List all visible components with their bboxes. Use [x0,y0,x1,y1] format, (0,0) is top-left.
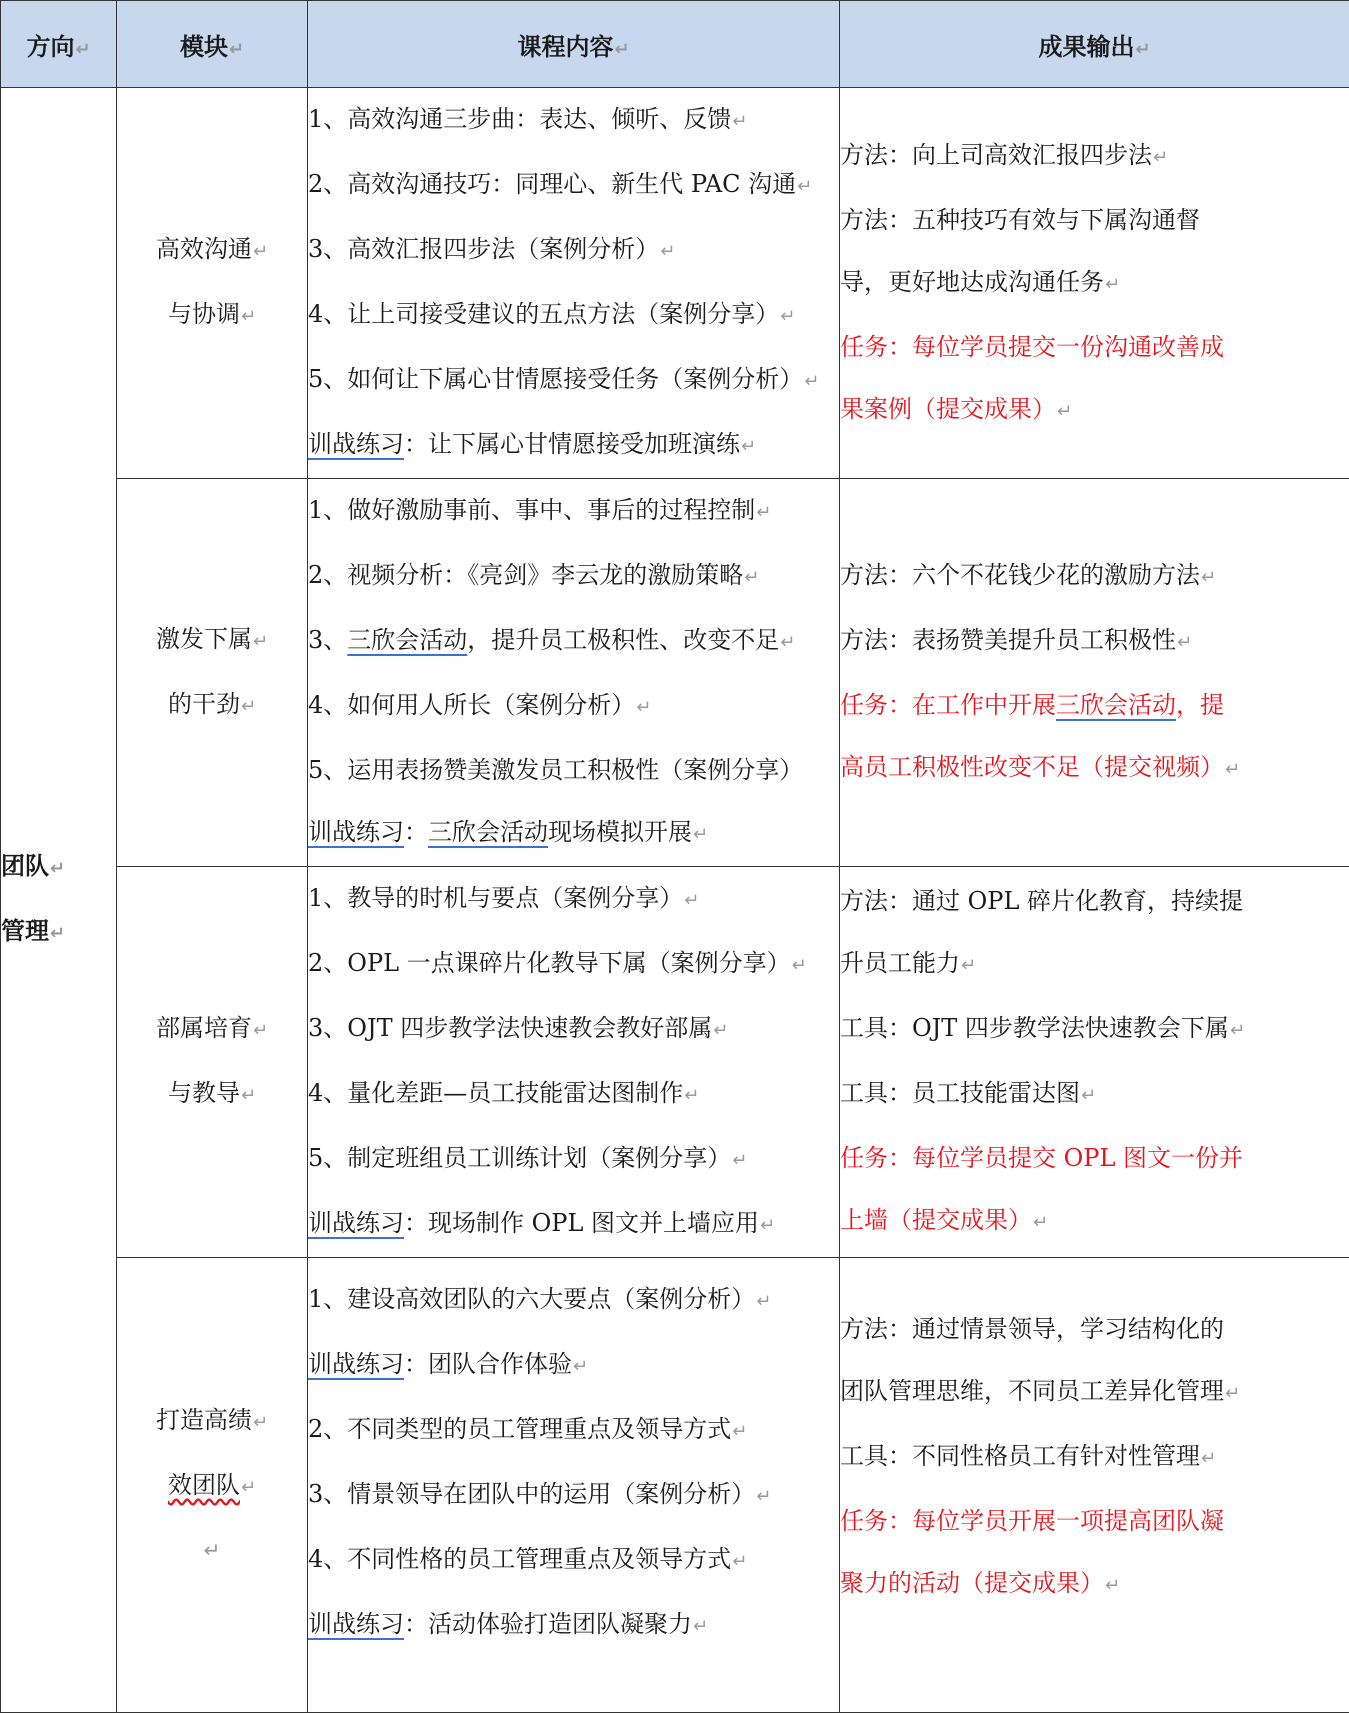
output-task: 任务：在工作中开展三欣会活动，提 [840,674,1349,736]
content-item: 3、情景领导在团队中的运用（案例分析）↵ [308,1463,839,1528]
output-task: 聚力的活动（提交成果）↵ [840,1552,1349,1617]
output-item: 方法：向上司高效汇报四步法↵ [840,124,1349,189]
output-item: 工具：OJT 四步教学法快速教会下属↵ [840,997,1349,1062]
table-row [1,1258,1349,1713]
output-item: 团队管理思维，不同员工差异化管理↵ [840,1360,1349,1425]
module-cell: 激发下属↵ 的干劲↵ [117,479,308,867]
module-cell: 打造高绩↵ 效团队↵ ↵ [117,1258,308,1713]
output-item: 方法：六个不花钱少花的激励方法↵ [840,544,1349,609]
header-direction: 方向↵ [1,1,117,88]
content-item: 4、不同性格的员工管理重点及领导方式↵ [308,1528,839,1593]
table-row [1,867,1349,1258]
output-item: 工具：员工技能雷达图↵ [840,1062,1349,1127]
practice-item: 训战练习：活动体验打造团队凝聚力↵ [308,1593,839,1658]
table-row [1,479,1349,867]
content-item: 5、制定班组员工训练计划（案例分享）↵ [308,1127,839,1192]
output-item: 导，更好地达成沟通任务↵ [840,251,1349,316]
content-item: 4、量化差距—员工技能雷达图制作↵ [308,1062,839,1127]
content-cell [308,479,840,867]
output-item: 方法：五种技巧有效与下属沟通督 [840,189,1349,251]
output-item: 方法：通过 OPL 碎片化教育，持续提 [840,870,1349,932]
practice-item: 训战练习：现场制作 OPL 图文并上墙应用↵ [308,1192,839,1257]
output-task: 任务：每位学员提交 OPL 图文一份并 [840,1127,1349,1189]
content-item: 2、OPL 一点课碎片化教导下属（案例分享）↵ [308,932,839,997]
header-content: 课程内容↵ [308,1,840,88]
content-item: 2、高效沟通技巧：同理心、新生代 PAC 沟通↵ [308,153,839,218]
output-item: 方法：表扬赞美提升员工积极性↵ [840,609,1349,674]
content-item: 3、三欣会活动，提升员工极积性、改变不足↵ [308,609,839,674]
content-item: 3、高效汇报四步法（案例分析）↵ [308,218,839,283]
content-item: 1、做好激励事前、事中、事后的过程控制↵ [308,479,839,544]
header-output: 成果输出↵ [840,1,1349,88]
output-task: 任务：每位学员提交一份沟通改善成 [840,316,1349,378]
header-row [1,1,1349,88]
module-cell: 高效沟通↵ 与协调↵ [117,88,308,479]
output-item: 工具：不同性格员工有针对性管理↵ [840,1425,1349,1490]
paragraph-mark: ↵ [117,1519,307,1581]
content-item: 5、如何让下属心甘情愿接受任务（案例分析）↵ [308,348,839,413]
direction-cell: 团队↵ 管理↵ [1,88,117,1713]
content-item: 3、OJT 四步教学法快速教会教好部属↵ [308,997,839,1062]
output-task: 上墙（提交成果）↵ [840,1189,1349,1254]
output-task: 高员工积极性改变不足（提交视频）↵ [840,736,1349,801]
content-item: 2、不同类型的员工管理重点及领导方式↵ [308,1398,839,1463]
output-task: 任务：每位学员开展一项提高团队凝 [840,1490,1349,1552]
output-cell [840,1258,1349,1713]
content-item: 2、视频分析：《亮剑》李云龙的激励策略↵ [308,544,839,609]
content-item: 1、教导的时机与要点（案例分享）↵ [308,867,839,932]
content-item: 4、如何用人所长（案例分析）↵ [308,674,839,739]
output-cell [840,867,1349,1258]
output-task: 果案例（提交成果）↵ [840,378,1349,443]
output-item: 升员工能力↵ [840,932,1349,997]
content-cell [308,867,840,1258]
content-cell [308,1258,840,1713]
practice-item: 训战练习：三欣会活动现场模拟开展↵ [308,801,839,866]
header-module: 模块↵ [117,1,308,88]
output-cell [840,479,1349,867]
practice-item: 训战练习：让下属心甘情愿接受加班演练↵ [308,413,839,478]
content-item: 5、运用表扬赞美激发员工积极性（案例分享） [308,739,839,801]
table-row [1,88,1349,479]
content-cell [308,88,840,479]
output-item: 方法：通过情景领导，学习结构化的 [840,1298,1349,1360]
module-cell: 部属培育↵ 与教导↵ [117,867,308,1258]
content-item: 4、让上司接受建议的五点方法（案例分享）↵ [308,283,839,348]
content-item: 1、建设高效团队的六大要点（案例分析）↵ [308,1268,839,1333]
practice-item: 训战练习：团队合作体验↵ [308,1333,839,1398]
output-cell [840,88,1349,479]
content-item: 1、高效沟通三步曲：表达、倾听、反馈↵ [308,88,839,153]
